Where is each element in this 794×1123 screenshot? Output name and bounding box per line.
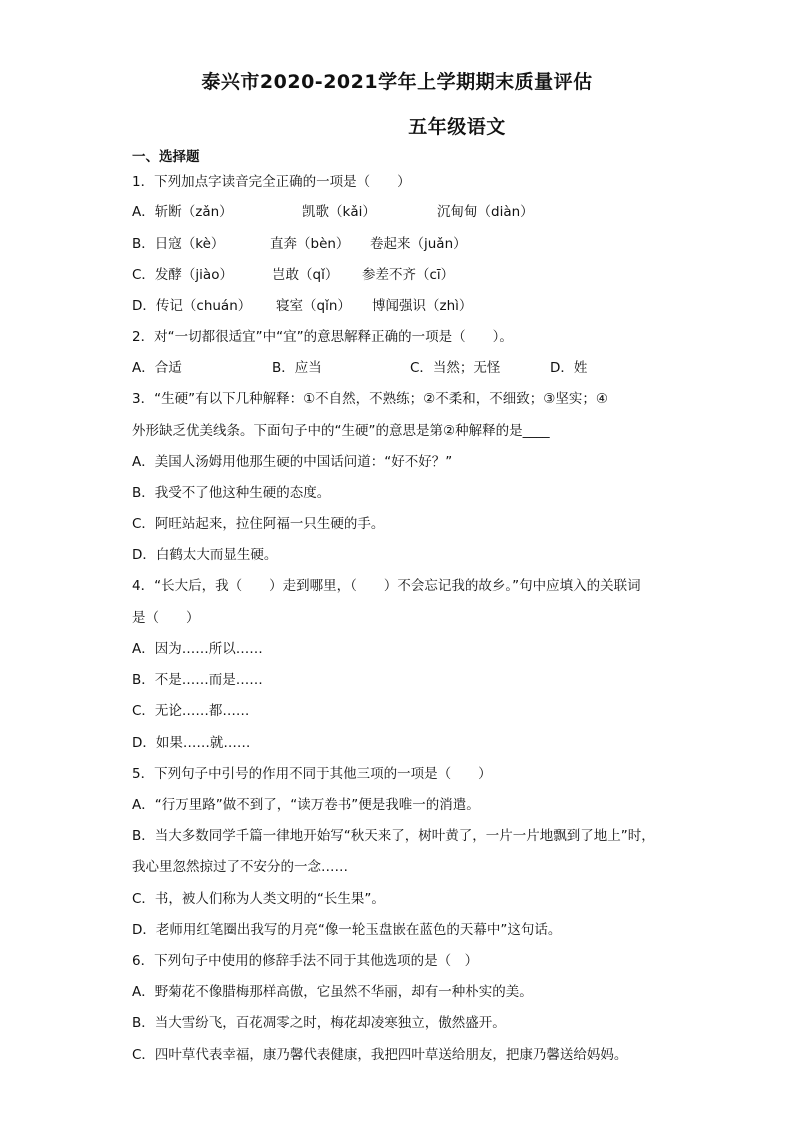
question-4-option-b: B．不是……而是…… bbox=[132, 672, 263, 688]
option-d: D．姓 bbox=[550, 360, 588, 376]
option-a-item-3: 沉甸甸（diàn） bbox=[437, 204, 534, 220]
question-5-option-a: A．“行万里路”做不到了，“读万卷书”便是我唯一的消遣。 bbox=[132, 797, 480, 813]
option-d-item-1: D．传记（chuán） bbox=[132, 298, 252, 314]
option-a: A．合适 bbox=[132, 360, 182, 376]
option-b: B．应当 bbox=[272, 360, 322, 376]
question-2-stem: 2．对“一切都很适宜”中“宜”的意思解释正确的一项是（ ）。 bbox=[132, 329, 513, 345]
question-3-stem-line-1: 3．“生硬”有以下几种解释：①不自然，不熟练；②不柔和，不细致；③坚实；④ bbox=[132, 391, 608, 407]
question-4-option-a: A．因为……所以…… bbox=[132, 641, 263, 657]
option-c: C．当然；无怪 bbox=[410, 360, 501, 376]
question-3-option-b: B．我受不了他这种生硬的态度。 bbox=[132, 485, 331, 501]
option-b-item-2: 直奔（bèn） bbox=[270, 236, 350, 252]
question-5-option-d: D．老师用红笔圈出我写的月亮“像一轮玉盘嵌在蓝色的天幕中”这句话。 bbox=[132, 922, 562, 938]
question-3-stem-line-2: 外形缺乏优美线条。下面句子中的“生硬”的意思是第②种解释的是____ bbox=[132, 423, 550, 439]
section-heading: 一、选择题 bbox=[132, 149, 200, 165]
question-4-stem-line-2: 是（ ） bbox=[132, 610, 200, 626]
question-3-option-d: D．白鹤太大而显生硬。 bbox=[132, 547, 278, 563]
option-d-item-3: 博闻强识（zhì） bbox=[372, 298, 473, 314]
option-c-item-3: 参差不齐（cī） bbox=[362, 267, 455, 283]
question-4-option-d: D．如果……就…… bbox=[132, 735, 251, 751]
option-a-item-1: A．斩断（zǎn） bbox=[132, 204, 233, 220]
question-6-option-a: A．野菊花不像腊梅那样高傲，它虽然不华丽，却有一种朴实的美。 bbox=[132, 984, 533, 1000]
option-c-item-1: C．发酵（jiào） bbox=[132, 267, 233, 283]
question-5-option-b: B．当大多数同学千篇一律地开始写“秋天来了，树叶黄了，一片一片地飘到了地上”时， bbox=[132, 828, 655, 844]
option-a-item-2: 凯歌（kǎi） bbox=[302, 204, 376, 220]
question-1-stem: 1．下列加点字读音完全正确的一项是（ ） bbox=[132, 174, 411, 190]
option-d-item-2: 寝室（qǐn） bbox=[276, 298, 351, 314]
question-5-option-c: C．书，被人们称为人类文明的“长生果”。 bbox=[132, 891, 385, 907]
question-5-option-b-continued: 我心里忽然掠过了不安分的一念…… bbox=[132, 859, 348, 875]
page-title: 泰兴市2020-2021学年上学期期末质量评估 bbox=[201, 71, 593, 93]
option-c-item-2: 岂敢（qǐ） bbox=[272, 267, 339, 283]
question-5-stem: 5．下列句子中引号的作用不同于其他三项的一项是（ ） bbox=[132, 766, 492, 782]
question-3-option-c: C．阿旺站起来，拉住阿福一只生硬的手。 bbox=[132, 516, 385, 532]
question-6-stem: 6．下列句子中使用的修辞手法不同于其他选项的是（ ） bbox=[132, 953, 479, 969]
page-subtitle: 五年级语文 bbox=[408, 116, 506, 138]
option-b-item-1: B．日寇（kè） bbox=[132, 236, 225, 252]
question-6-option-c: C．四叶草代表幸福，康乃馨代表健康，我把四叶草送给朋友，把康乃馨送给妈妈。 bbox=[132, 1047, 628, 1063]
question-6-option-b: B．当大雪纷飞，百花凋零之时，梅花却凌寒独立，傲然盛开。 bbox=[132, 1015, 506, 1031]
question-3-option-a: A．美国人汤姆用他那生硬的中国话问道：“好不好？” bbox=[132, 454, 453, 470]
question-4-option-c: C．无论……都…… bbox=[132, 703, 250, 719]
question-4-stem-line-1: 4．“长大后，我（ ）走到哪里，（ ）不会忘记我的故乡。”句中应填入的关联词 bbox=[132, 578, 641, 594]
option-b-item-3: 卷起来（juǎn） bbox=[370, 236, 467, 252]
